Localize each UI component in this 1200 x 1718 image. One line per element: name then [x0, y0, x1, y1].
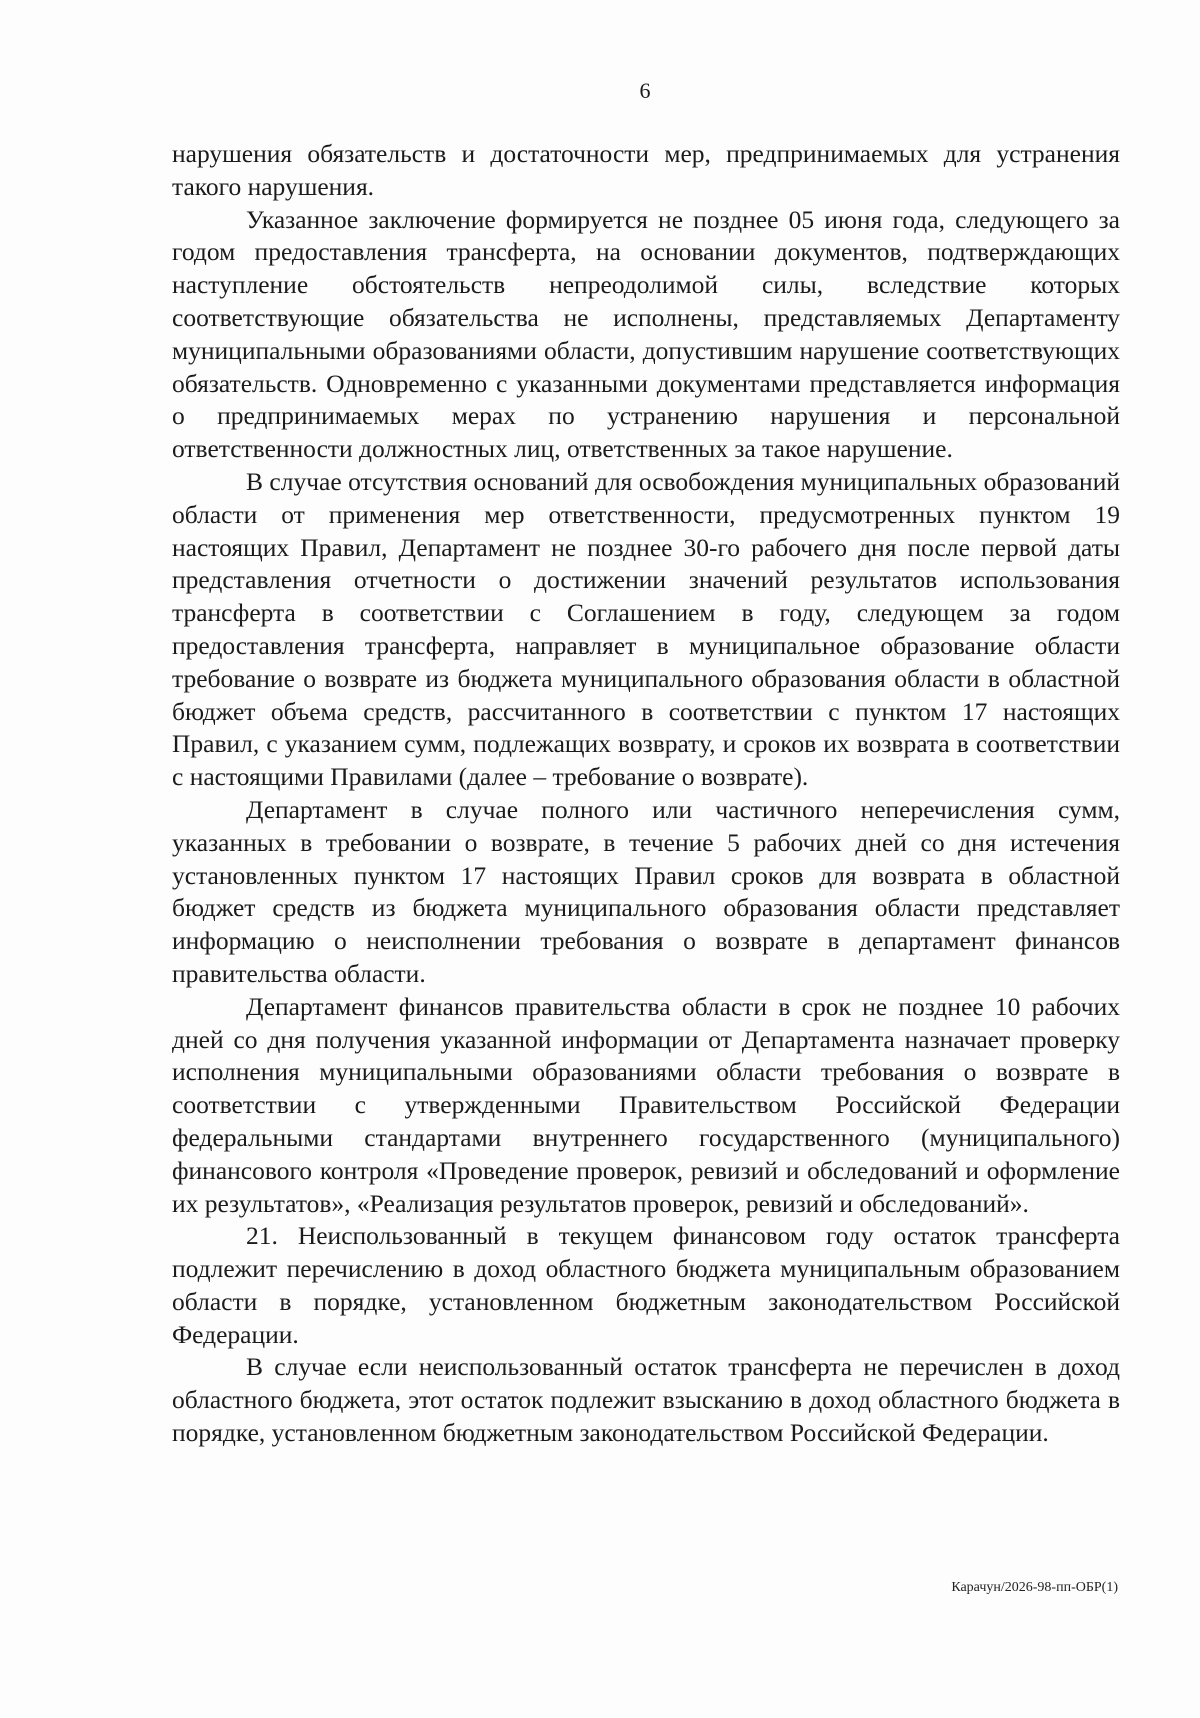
paragraph-conclusion-deadline: Указанное заключение формируется не позднее 05 июня года, следующего за годом предоставления трансферта, на основании документов, подтверждающих наступление обстоятельств непреодолимой силы, вследствие которых соответствующие обязательства не исполнены, представляемых Департаменту муниципальными образованиями области, допустившим нарушение соответствующих обязательств. Одновременно с указанными документами представляется информация о предпринимаемых мерах по устранению нарушения и персональной ответственности должностных лиц, ответственных за такое нарушение.	[172, 204, 1120, 464]
page-number: 6	[639, 78, 651, 103]
document-code: Карачун/2026-98-пп-ОБР(1)	[951, 1580, 1118, 1595]
paragraph-recovery: В случае если неиспользованный остаток трансферта не перечислен в доход областного бюджета, этот остаток подлежит взысканию в доход областного бюджета в порядке, установленном бюджетным законодательством Российской Федерации.	[172, 1352, 1120, 1448]
paragraph-non-transfer-info: Департамент в случае полного или частичного неперечисления сумм, указанных в требовании о возврате, в течение 5 рабочих дней со дня истечения установленных пунктом 17 настоящих Правил сроков для возврата в областной бюджет средств из бюджета муниципального образования области представляет информацию о неисполнении требования о возврате в департамент финансов правительства области.	[172, 794, 1120, 988]
paragraph-return-requirement: В случае отсутствия оснований для освобождения муниципальных образований области от применения мер ответственности, предусмотренных пунктом 19 настоящих Правил, Департамент не позднее 30-го рабочего дня после первой даты представления отчетности о достижении значений результатов использования трансферта в соответствии с Соглашением в году, следующем за годом предоставления трансферта, направляет в муниципальное образование области требование о возврате из бюджета муниципального образования области в областной бюджет объема средств, рассчитанного в соответствии с пунктом 17 настоящих Правил, с указанием сумм, подлежащих возврату, и сроков их возврата в соответствии с настоящими Правилами (далее – требование о возврате).	[172, 466, 1120, 792]
document-body	[172, 138, 1120, 1450]
paragraph-continuation: нарушения обязательств и достаточности мер, предпринимаемых для устранения такого нарушения.	[172, 139, 1120, 201]
paragraph-item-21: 21. Неиспользованный в текущем финансовом году остаток трансферта подлежит перечислению в доход областного бюджета муниципальным образованием области в порядке, установленном бюджетным законодательством Российской Федерации.	[172, 1221, 1120, 1349]
paragraph-finance-department-check: Департамент финансов правительства области в срок не позднее 10 рабочих дней со дня получения указанной информации от Департамента назначает проверку исполнения муниципальными образованиями области требования о возврате в соответствии с утвержденными Правительством Российской Федерации федеральными стандартами внутреннего государственного (муниципального) финансового контроля «Проведение проверок, ревизий и обследований и оформление их результатов», «Реализация результатов проверок, ревизий и обследований».	[172, 991, 1120, 1218]
